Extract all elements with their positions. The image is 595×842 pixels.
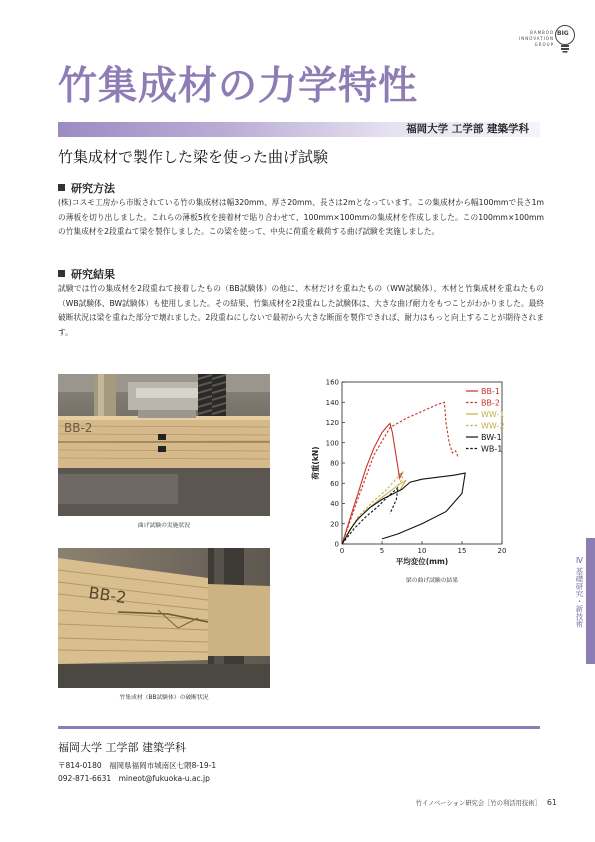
legend-label-bw-1: BW-1 — [481, 433, 502, 442]
legend-label-bb-1: BB-1 — [481, 387, 500, 396]
series-line-bb-1 — [342, 424, 402, 545]
y-tick-label: 120 — [325, 419, 339, 427]
logo-lightbulb-icon — [554, 24, 576, 54]
section-heading-method — [58, 182, 115, 196]
bamboo-innovation-group-logo — [516, 22, 576, 74]
x-tick-label: 5 — [379, 547, 385, 555]
affiliation: 福岡大学 工学部 建築学科 — [406, 123, 529, 135]
bending-test-photo — [58, 374, 270, 516]
plot-frame — [342, 382, 505, 544]
bending-test-chart — [306, 372, 540, 582]
subtitle: 竹集成材で製作した梁を使った曲げ試験 — [58, 148, 329, 166]
x-tick-label: 20 — [497, 547, 507, 555]
chapter-side-tab — [586, 538, 595, 664]
x-tick-label: 0 — [339, 547, 345, 555]
y-tick-label: 40 — [330, 500, 339, 508]
section-heading-results — [58, 268, 115, 282]
y-tick-label: 60 — [330, 479, 339, 488]
x-axis-label: 平均変位(mm) — [395, 557, 449, 566]
y-axis-label: 荷重(kN) — [311, 446, 320, 480]
legend-label-wb-1: WB-1 — [481, 444, 503, 454]
y-tick-label: 160 — [325, 378, 339, 387]
y-tick-label: 80 — [330, 459, 339, 468]
x-tick-label: 10 — [417, 547, 427, 555]
photo1-label: BB-2 — [64, 421, 93, 435]
contact-divider — [58, 726, 540, 729]
chart-axes — [310, 379, 506, 567]
section-heading-results-text: 研究結果 — [71, 268, 115, 281]
square-bullet-icon — [58, 270, 65, 277]
legend-label-bb-2: BB-2 — [481, 398, 500, 408]
page-title: 竹集成材の力学特性 — [58, 64, 419, 109]
y-tick-label: 20 — [330, 520, 339, 529]
section-body-results: 試験では竹の集成材を2段重ねて接着したもの（BB試験体）の他に、木材だけを重ねたもの（WW試験体）、木材と竹集成材を重ねたもの（WB試験体、BW試験体）も使用しました。その結果、竹集成材を2段重ねした試験体は、大きな曲げ耐力をもつことがわかりました。最終破断状況は梁を重ねた部分で壊れました。2段重ねにしないで最初から大きな断面を製作できれば、耐力はもっと向上することが期待されます。 — [58, 284, 544, 337]
chart-legend — [466, 387, 504, 454]
logo-line-1: BAMBOO — [530, 30, 554, 35]
page-footer — [416, 798, 557, 807]
legend-label-ww-1: WW-1 — [481, 410, 505, 419]
legend-label-ww-2: WW-2 — [481, 421, 505, 431]
contact-phone-email: 092-871-6631 mineot@fukuoka-u.ac.jp — [58, 774, 210, 783]
contact-name: 福岡大学 工学部 建築学科 — [58, 741, 186, 754]
chapter-side-label — [570, 556, 584, 627]
section-heading-method-text: 研究方法 — [71, 182, 115, 195]
square-bullet-icon — [58, 184, 65, 191]
y-tick-label: 100 — [325, 439, 339, 448]
chart-caption: 梁の曲げ試験の結果 — [405, 578, 459, 584]
chapter-numeral: Ⅳ — [575, 556, 584, 565]
chapter-title: 基礎研究・新技術 — [575, 567, 584, 628]
fracture-photo — [58, 548, 270, 688]
photo2-caption: 竹集成材（BB試験体）の破断状況 — [119, 695, 209, 701]
y-tick-label: 0 — [334, 540, 339, 549]
chart-series-group — [342, 402, 465, 544]
x-tick-label: 15 — [457, 547, 467, 555]
photo2-label: BB-2 — [87, 583, 128, 608]
logo-line-3: GROUP — [534, 42, 554, 47]
footer-text: 竹イノベーション研究会［竹の利活用技術］ — [415, 800, 541, 807]
section-body-method: (株)コスモ工房から市販されている竹の集成材は幅320mm、厚さ20mm、長さは2mとなっています。この集成材から幅100mmで長さ1mの薄板を切り出しました。これらの薄板5枚を接着材で貼り合わせて、100mm×100mmの集成材を作成しました。この100mm×100mmの竹集成材を2段重ねて梁を製作しました。この梁を使って、中央に荷重を載荷する曲げ試験を実施しました。 — [58, 198, 544, 237]
contact-address: 〒814-0180 福岡県福岡市城南区七隈8-19-1 — [58, 761, 217, 770]
logo-line-2: INNOVATION — [519, 36, 554, 41]
y-tick-label: 140 — [325, 398, 339, 407]
logo-mark: BIG — [557, 30, 569, 37]
photo1-caption: 曲げ試験の実施状況 — [137, 523, 191, 529]
page-number: 61 — [546, 798, 557, 807]
